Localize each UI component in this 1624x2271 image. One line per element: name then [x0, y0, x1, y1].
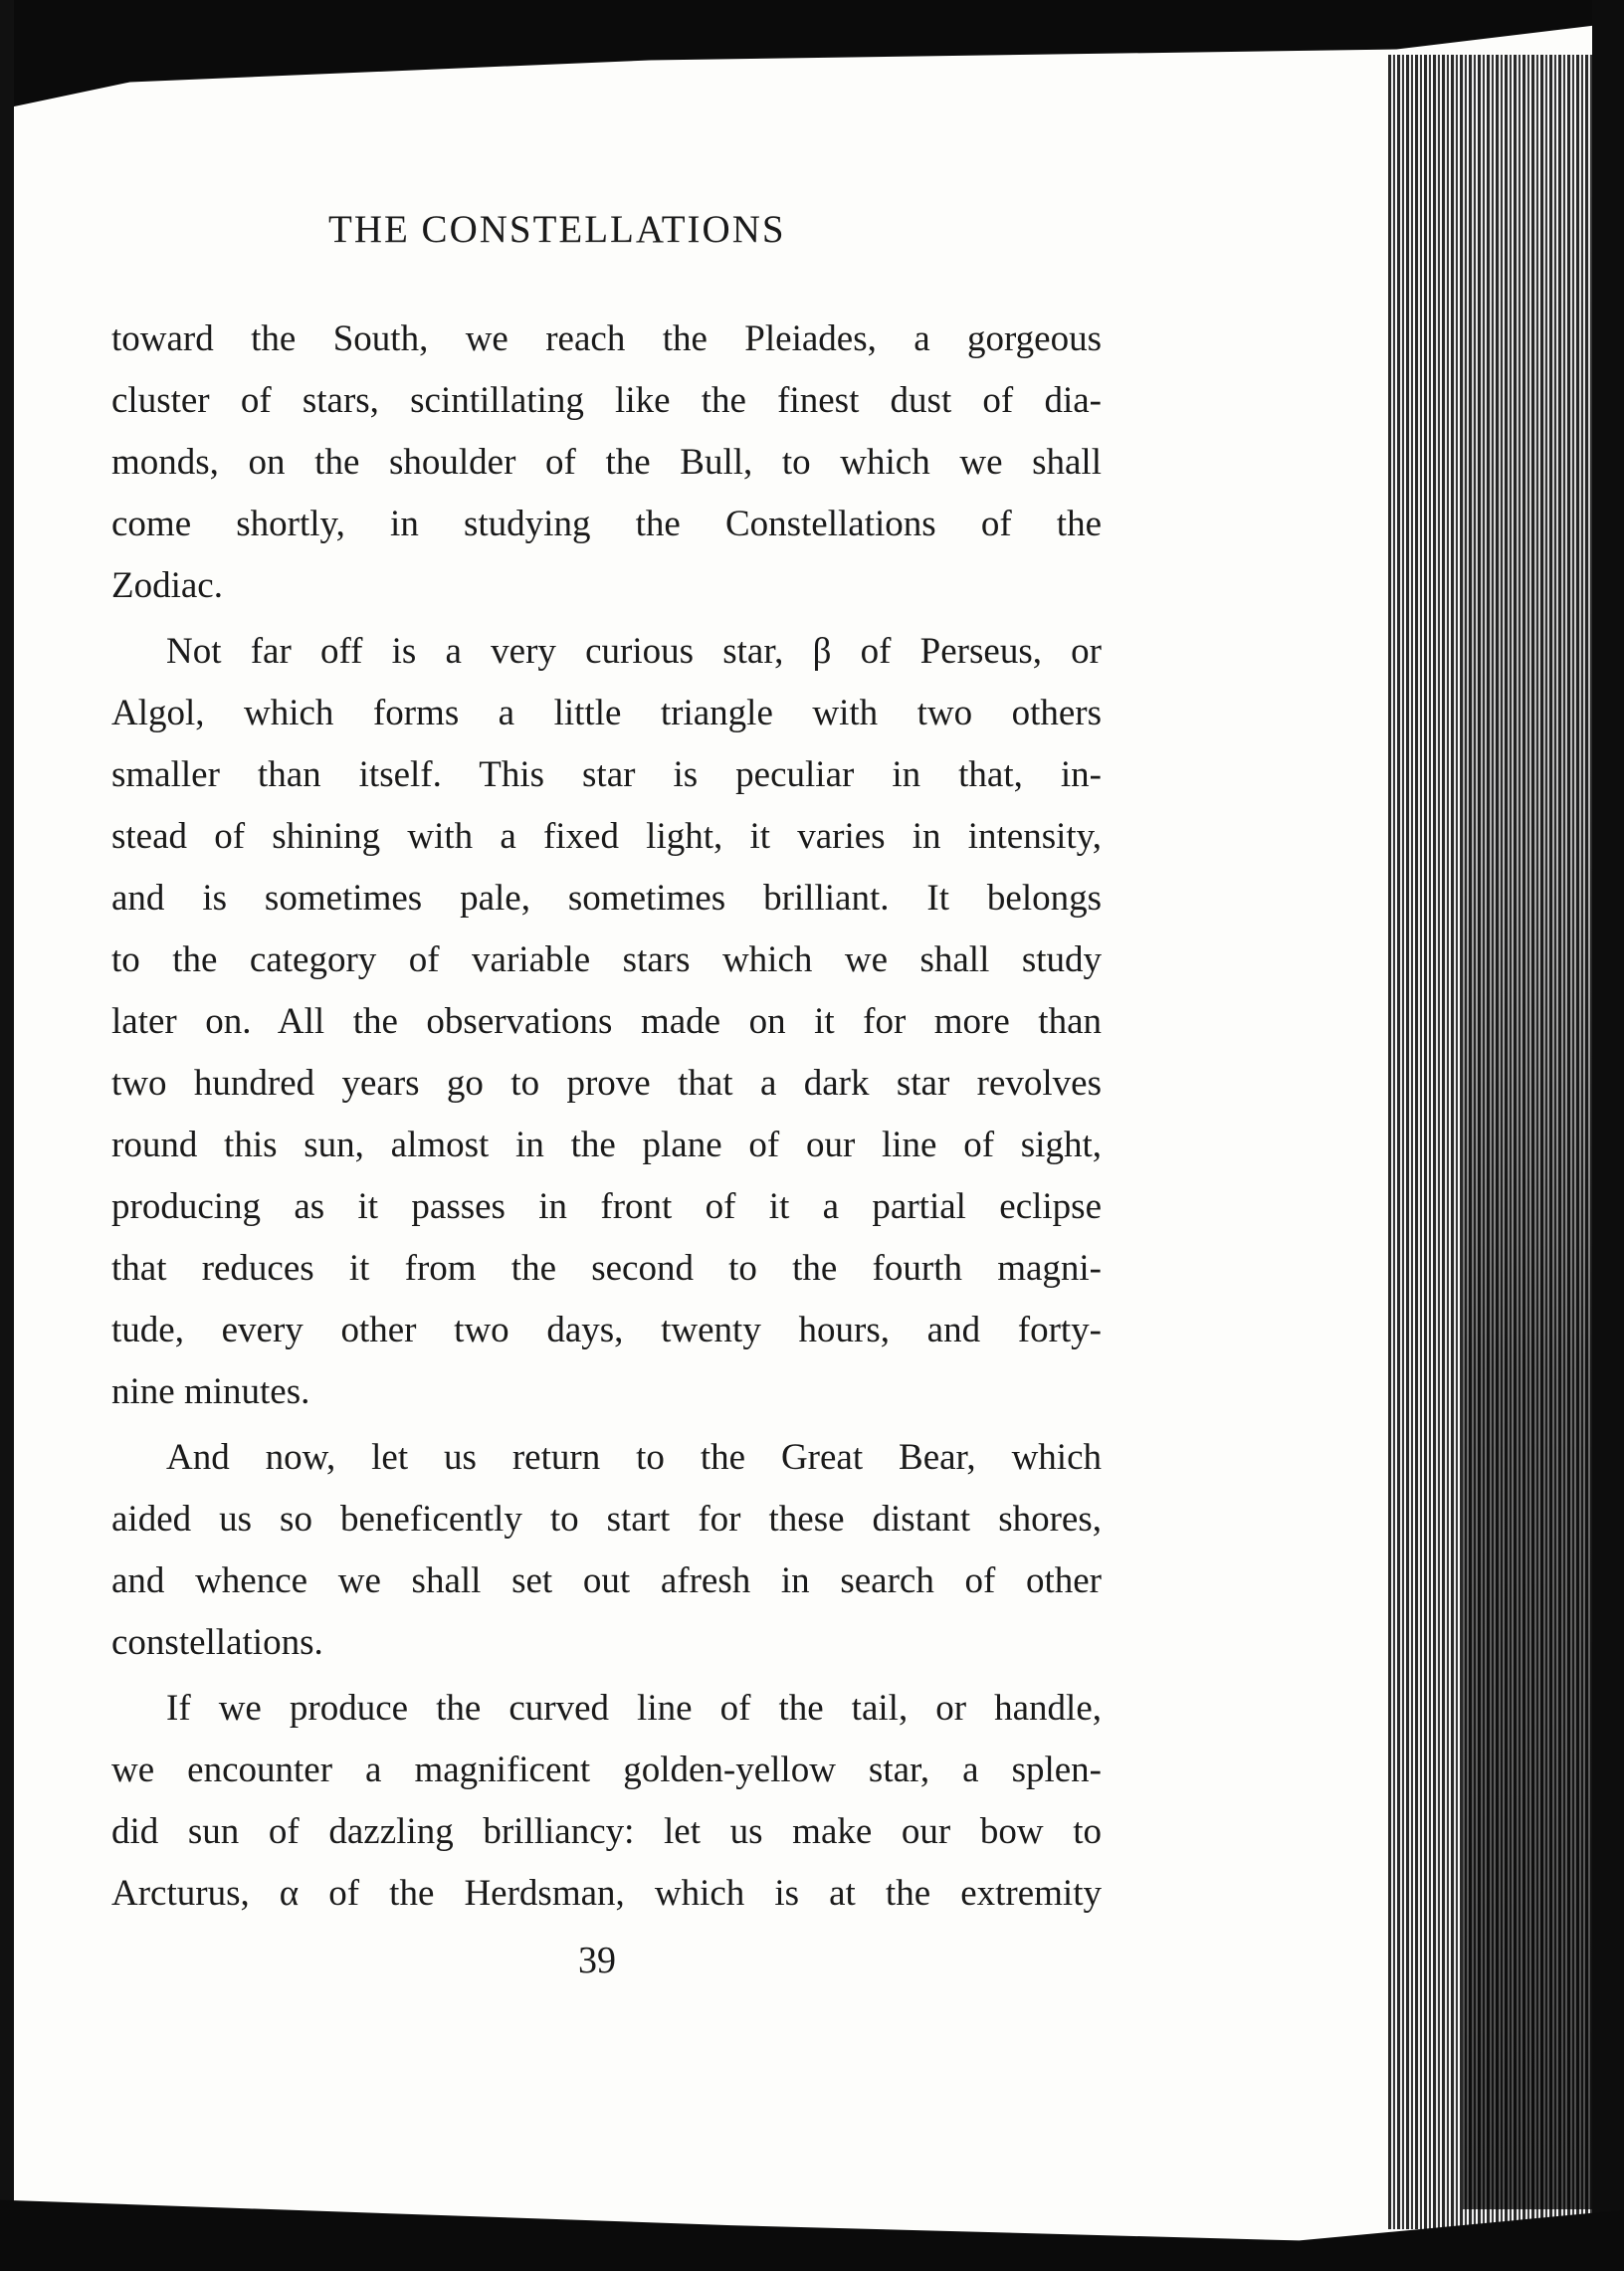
paragraph-4 [111, 1678, 1102, 1925]
text-line: Zodiac. [111, 565, 223, 606]
text-line: and is sometimes pale, sometimes brilliant. It belongs [111, 878, 1102, 919]
text-line: later on. All the observations made on it for more than [111, 1001, 1102, 1042]
page-number: 39 [578, 1940, 616, 1981]
text-line: Algol, which forms a little triangle with two others [111, 693, 1102, 733]
text-line: round this sun, almost in the plane of our line of sight, [111, 1125, 1102, 1165]
text-line: aided us so beneficently to start for these distant shores, [111, 1499, 1102, 1540]
scan-border-right [1592, 0, 1624, 2271]
running-title: THE CONSTELLATIONS [328, 208, 786, 251]
text-line: If we produce the curved line of the tail, or handle, [166, 1688, 1102, 1729]
text-line: come shortly, in studying the Constellations of the [111, 504, 1102, 544]
text-line: And now, let us return to the Great Bear, which [166, 1437, 1102, 1478]
scan-border-bottom [0, 2169, 1624, 2271]
text-line: smaller than itself. This star is peculiar in that, in- [111, 754, 1102, 795]
text-line: producing as it passes in front of it a partial eclipse [111, 1186, 1102, 1227]
paragraph-2 [111, 621, 1102, 1423]
text-line: cluster of stars, scintillating like the finest dust of dia- [111, 380, 1102, 421]
scan-border-left [0, 0, 14, 2271]
body-text [111, 309, 1102, 1925]
text-line: constellations. [111, 1622, 323, 1663]
text-line: two hundred years go to prove that a dark star revolves [111, 1063, 1102, 1104]
text-line: stead of shining with a fixed light, it varies in intensity, [111, 816, 1102, 857]
text-line: monds, on the shoulder of the Bull, to which we shall [111, 442, 1102, 483]
text-line: nine minutes. [111, 1371, 310, 1412]
text-line: did sun of dazzling brilliancy: let us make our bow to [111, 1811, 1102, 1852]
text-line: toward the South, we reach the Pleiades, a gorgeous [111, 318, 1102, 359]
paragraph-3 [111, 1427, 1102, 1674]
text-line: we encounter a magnificent golden-yellow star, a splen- [111, 1750, 1102, 1790]
text-line: Not far off is a very curious star, β of Perseus, or [166, 631, 1102, 672]
text-line: to the category of variable stars which we shall study [111, 939, 1102, 980]
text-line: and whence we shall set out afresh in search of other [111, 1560, 1102, 1601]
paragraph-1 [111, 309, 1102, 617]
page-edges-shadow [1463, 119, 1592, 2209]
text-line: tude, every other two days, twenty hours, and forty- [111, 1310, 1102, 1350]
text-line: Arcturus, α of the Herdsman, which is at the extremity [111, 1873, 1102, 1914]
scan-border-top [0, 0, 1624, 109]
text-line: that reduces it from the second to the fourth magni- [111, 1248, 1102, 1289]
